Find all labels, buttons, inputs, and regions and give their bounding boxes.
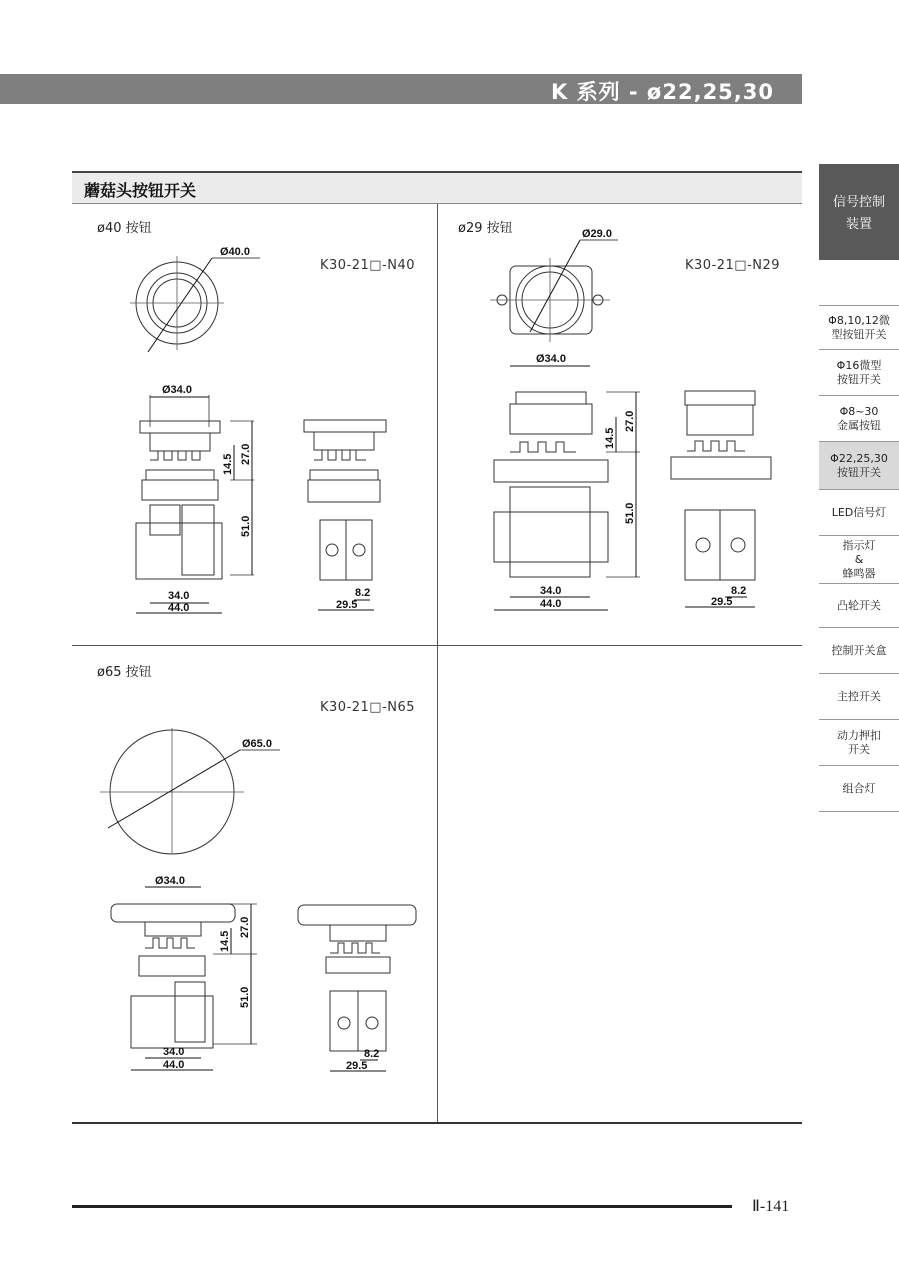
dim-w34-n29: 34.0 xyxy=(540,585,562,597)
dim-h14-n29: 14.5 xyxy=(604,427,616,449)
section-header xyxy=(72,171,802,204)
section-title: 蘑菇头按钮开关 xyxy=(84,181,197,200)
dim-h51-n65: 51.0 xyxy=(239,986,251,1008)
dim-h27-n65: 27.0 xyxy=(239,916,251,938)
panel-label-n65: ø65 按钮 xyxy=(97,665,152,680)
front-view-n29 xyxy=(490,352,650,620)
page-number: Ⅱ-141 xyxy=(752,1198,790,1215)
section-bottom-rule xyxy=(72,1122,802,1124)
dim-body-dia-n65: Ø34.0 xyxy=(155,875,185,887)
dim-h27-n40: 27.0 xyxy=(240,443,252,465)
dim-body-dia-n29: Ø34.0 xyxy=(536,353,566,365)
dim-w44-n65: 44.0 xyxy=(163,1059,185,1071)
sidebar-item-22-25-30-current[interactable]: Φ22,25,30 按钮开关 xyxy=(819,442,899,490)
dim-w34-n65: 34.0 xyxy=(163,1046,185,1058)
sidebar-item-micro-8-10-12[interactable]: Φ8,10,12微 型按钮开关 xyxy=(819,305,899,350)
sidebar-item-combination-lamp[interactable]: 组合灯 xyxy=(819,766,899,812)
side-view-n65 xyxy=(294,895,424,1085)
side-view-n40 xyxy=(298,410,398,630)
sidebar-item-cam-switch[interactable]: 凸轮开关 xyxy=(819,584,899,628)
dim-w44-n29: 44.0 xyxy=(540,598,562,610)
top-view-n65 xyxy=(100,728,290,848)
dim-h51-n29: 51.0 xyxy=(624,502,636,524)
model-n29: K30-21□-N29 xyxy=(685,258,781,273)
sidebar-item-power-button[interactable]: 动力押扣 开关 xyxy=(819,720,899,766)
panel-divider-vertical xyxy=(437,204,438,1122)
dim-w29-n29: 29.5 xyxy=(711,596,733,608)
side-view-n29 xyxy=(665,385,775,625)
model-n40: K30-21□-N40 xyxy=(320,258,416,273)
dim-h14-n65: 14.5 xyxy=(219,930,231,952)
sidebar-item-led-lamp[interactable]: LED信号灯 xyxy=(819,490,899,536)
dim-w29-n40: 29.5 xyxy=(336,599,358,611)
sidebar-item-control-box[interactable]: 控制开关盒 xyxy=(819,628,899,674)
dim-h51-n40: 51.0 xyxy=(240,515,252,537)
dim-w44-n40: 44.0 xyxy=(168,602,190,614)
footer-rule xyxy=(72,1205,732,1208)
dim-h27-n29: 27.0 xyxy=(624,410,636,432)
sidebar-item-indicator-buzzer[interactable]: 指示灯 & 蜂鸣器 xyxy=(819,536,899,584)
sidebar-category-active[interactable]: 信号控制 装置 xyxy=(819,164,899,260)
dim-body-dia-n40: Ø34.0 xyxy=(162,384,192,396)
dim-w8-n40: 8.2 xyxy=(355,587,371,599)
sidebar-item-master-switch[interactable]: 主控开关 xyxy=(819,674,899,720)
front-view-n65 xyxy=(105,872,265,1082)
panel-divider-horizontal xyxy=(72,645,802,646)
sidebar-item-micro-16[interactable]: Φ16微型 按钮开关 xyxy=(819,350,899,396)
dim-head-dia-n29: Ø29.0 xyxy=(582,228,612,240)
model-n65: K30-21□-N65 xyxy=(320,700,416,715)
panel-label-n40: ø40 按钮 xyxy=(97,221,152,236)
dim-head-dia-n65: Ø65.0 xyxy=(242,738,272,750)
front-view-n40 xyxy=(130,385,270,625)
panel-label-n29: ø29 按钮 xyxy=(458,221,513,236)
dim-w8-n29: 8.2 xyxy=(731,585,747,597)
dim-w29-n65: 29.5 xyxy=(346,1060,368,1072)
top-view-n40 xyxy=(120,240,250,360)
dim-head-dia-n40: Ø40.0 xyxy=(220,246,250,258)
top-view-n29 xyxy=(490,228,620,348)
dim-h14-n40: 14.5 xyxy=(222,453,234,475)
header-banner xyxy=(0,74,802,104)
dim-w34-n40: 34.0 xyxy=(168,590,190,602)
sidebar-item-metal-button[interactable]: Φ8~30 金属按钮 xyxy=(819,396,899,442)
header-title: K 系列 - ø22,25,30 xyxy=(551,80,774,104)
dim-w8-n65: 8.2 xyxy=(364,1048,380,1060)
